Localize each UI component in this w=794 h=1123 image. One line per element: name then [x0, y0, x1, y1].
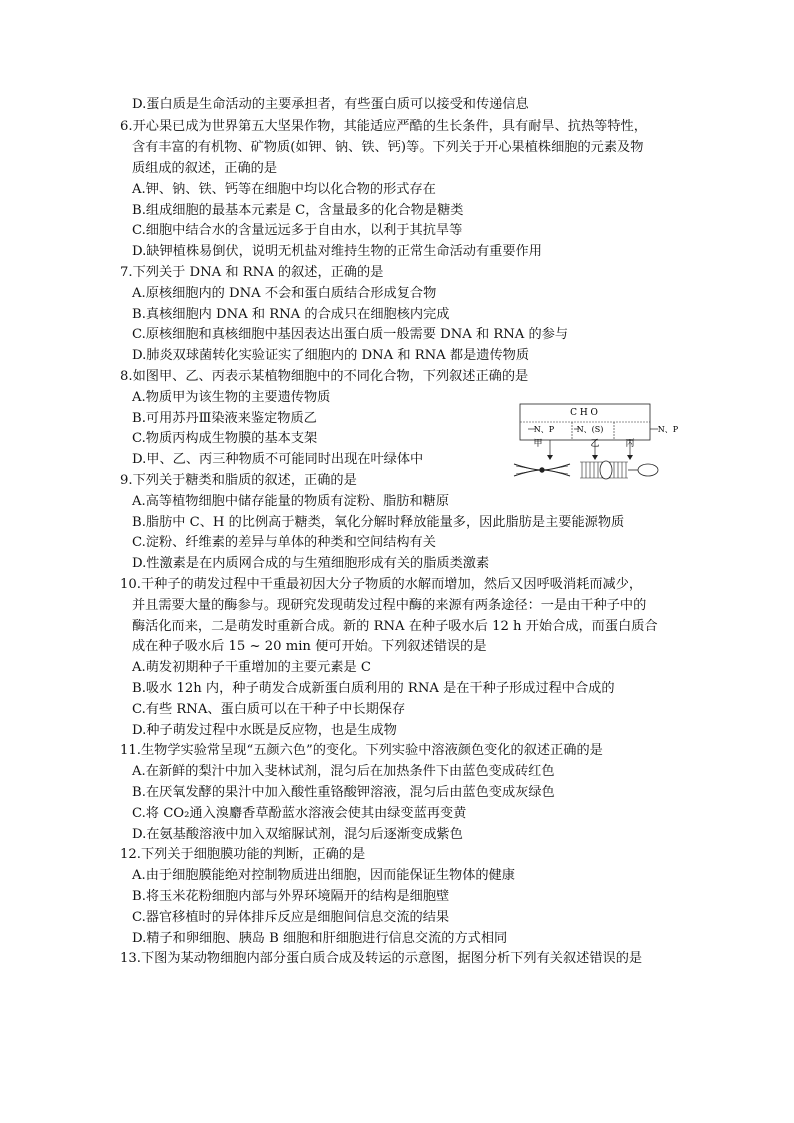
q12-option-b: B.将玉米花粉细胞内部与外界环境隔开的结构是细胞壁 [132, 889, 450, 904]
q8-option-d: D.甲、乙、丙三种物质不可能同时出现在叶绿体中 [132, 452, 424, 467]
q10-option-c: C.有些 RNA、蛋白质可以在干种子中长期保存 [132, 702, 406, 717]
q11-option-d: D.在氨基酸溶液中加入双缩脲试剂，混匀后逐渐变成紫色 [132, 827, 463, 842]
q11-option-b: B.在厌氧发酵的果汁中加入酸性重铬酸钾溶液，混匀后由蓝色变成灰绿色 [132, 785, 555, 800]
q10-option-d: D.种子萌发过程中水既是反应物，也是生成物 [132, 723, 397, 738]
label-jia: 甲 [533, 439, 543, 449]
q11-stem: 11.生物学实验常呈现“五颜六色”的变化。下列实验中溶液颜色变化的叙述正确的是 [120, 743, 603, 758]
q6-stem-line3: 质组成的叙述，正确的是 [132, 161, 278, 176]
membrane-shape [580, 461, 628, 479]
protein-shape [628, 464, 658, 476]
q7-option-a: A.原核细胞内的 DNA 不会和蛋白质结合形成复合物 [132, 286, 437, 301]
q11-option-c: C.将 CO₂通入溴麝香草酚蓝水溶液会使其由绿变蓝再变黄 [132, 806, 467, 821]
np-left-label: N、P [533, 425, 555, 434]
ns-label: N、(S) [576, 425, 604, 434]
q6-option-a: A.钾、钠、铁、钙等在细胞中均以化合物的形式存在 [132, 182, 436, 197]
q10-stem-line2: 并且需要大量的酶参与。现研究发现萌发过程中酶的来源有两条途径：一是由干种子中的 [132, 598, 647, 613]
q7-option-d: D.肺炎双球菌转化实验证实了细胞内的 DNA 和 RNA 都是遗传物质 [132, 348, 530, 363]
q10-stem-line4: 成在种子吸水后 15 ~ 20 min 便可开始。下列叙述错误的是 [132, 639, 487, 654]
q10-stem-line1: 10.干种子的萌发过程中干重最初因大分子物质的水解而增加，然后又因呼吸消耗而减少， [120, 577, 643, 592]
q7-option-b: B.真核细胞内 DNA 和 RNA 的合成只在细胞核内完成 [132, 307, 450, 322]
q6-stem-line1: 6.开心果已成为世界第五大坚果作物，其能适应严酷的生长条件，具有耐旱、抗热等特性， [120, 119, 647, 134]
q9-option-b: B.脂肪中 C、H 的比例高于糖类，氧化分解时释放能量多，因此脂肪是主要能源物质 [132, 515, 625, 530]
q6-stem-line2: 含有丰富的有机物、矿物质(如钾、钠、铁、钙)等。下列关于开心果植株细胞的元素及物 [132, 140, 644, 155]
np-right-label: N、P [657, 425, 679, 434]
q8-option-a: A.物质甲为该生物的主要遗传物质 [132, 390, 331, 405]
q10-option-a: A.萌发初期种子干重增加的主要元素是 C [132, 660, 371, 675]
q6-option-d: D.缺钾植株易倒伏，说明无机盐对维持生物的正常生命活动有重要作用 [132, 244, 542, 259]
q11-option-a: A.在新鲜的梨汁中加入斐林试剂，混匀后在加热条件下由蓝色变成砖红色 [132, 764, 555, 779]
element-label: C H O [570, 408, 598, 418]
q7-option-c: C.原核细胞和真核细胞中基因表达出蛋白质一般需要 DNA 和 RNA 的参与 [132, 327, 569, 342]
q9-option-c: C.淀粉、纤维素的差异与单体的种类和空间结构有关 [132, 535, 436, 550]
q9-option-d: D.性激素是在内质网合成的与生殖细胞形成有关的脂质类激素 [132, 556, 490, 571]
q12-option-d: D.精子和卵细胞、胰岛 B 细胞和肝细胞进行信息交流的方式相同 [132, 931, 508, 946]
chromosome-shape [514, 464, 570, 476]
q6-option-b: B.组成细胞的最基本元素是 C，含量最多的化合物是糖类 [132, 203, 464, 218]
q12-option-a: A.由于细胞膜能绝对控制物质进出细胞，因而能保证生物体的健康 [132, 868, 515, 883]
q12-stem: 12.下列关于细胞膜功能的判断，正确的是 [120, 847, 366, 862]
q10-stem-line3: 酶活化而来，二是萌发时重新合成。新的 RNA 在种子吸水后 12 h 开始合成，而蛋白质合 [132, 619, 658, 634]
q8-option-b: B.可用苏丹Ⅲ染液来鉴定物质乙 [132, 411, 317, 426]
q9-option-a: A.高等植物细胞中储存能量的物质有淀粉、脂肪和糖原 [132, 494, 450, 509]
q7-stem: 7.下列关于 DNA 和 RNA 的叙述，正确的是 [120, 265, 384, 280]
q8-stem: 8.如图甲、乙、丙表示某植物细胞中的不同化合物，下列叙述正确的是 [120, 369, 529, 384]
q5-option-d: D.蛋白质是生命活动的主要承担者，有些蛋白质可以接受和传递信息 [132, 97, 529, 112]
q10-option-b: B.吸水 12h 内，种子萌发合成新蛋白质利用的 RNA 是在干种子形成过程中合成的 [132, 681, 615, 696]
q8-option-c: C.物质丙构成生物膜的基本支架 [132, 431, 318, 446]
label-bing: 丙 [625, 439, 635, 449]
compound-diagram [510, 400, 680, 490]
q9-stem: 9.下列关于糖类和脂质的叙述，正确的是 [120, 473, 357, 488]
q6-option-c: C.细胞中结合水的含量远远多于自由水，以利于其抗旱等 [132, 223, 463, 238]
q13-stem: 13.下图为某动物细胞内部分蛋白质合成及转运的示意图，据图分析下列有关叙述错误的是 [120, 951, 643, 966]
label-yi: 乙 [590, 439, 600, 449]
q12-option-c: C.器官移植时的异体排斥反应是细胞间信息交流的结果 [132, 910, 450, 925]
